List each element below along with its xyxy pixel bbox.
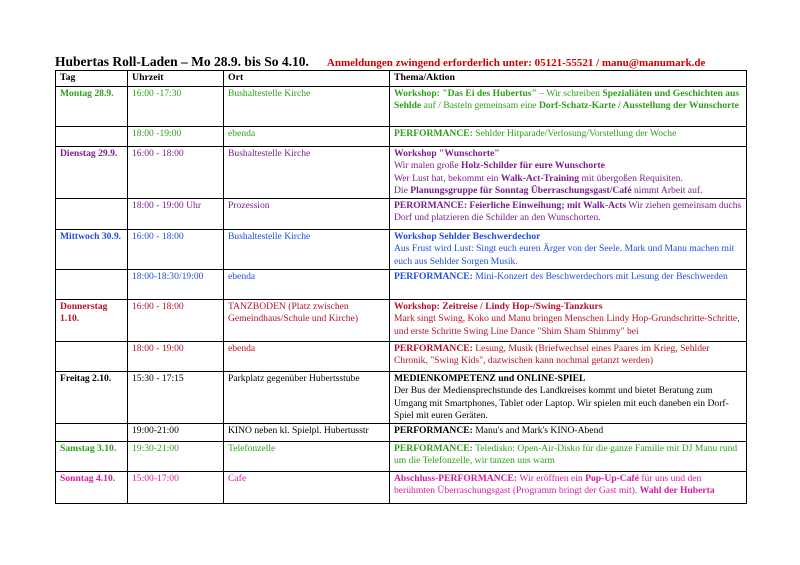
topic-text: für uns und den berühmten Überraschungsgast (Programm bringt der Gast mit). (394, 473, 702, 497)
day-cell (56, 199, 128, 230)
topic-text: mit übergoßen Requisiten. (579, 172, 683, 184)
topic-title: Abschluss-PERFORMANCE: (394, 473, 518, 485)
topic-text: Mark singt Swing, Koko und Manu bringen Menschen Lindy Hop-Grundschritte-Schritte, und erste Schritte Swing Line Dance "Shim Sham Shimmy" bei (394, 313, 740, 337)
place-cell: Bushaltestelle Kirche (224, 147, 390, 199)
topic-title: Workshop "Wunschorte" (394, 148, 500, 159)
topic-text: Manu's and Mark's KINO-Abend (472, 425, 604, 437)
topic-title: PERFORMANCE: (394, 425, 473, 437)
topic-text: Wir eröffnen ein (517, 473, 586, 485)
place-cell: ebenda (224, 342, 390, 372)
column-header-ort: Ort (224, 71, 390, 87)
day-cell (56, 342, 128, 372)
topic-text: Teledisko: Open-Air-Disko für die ganze Familie mit DJ Manu rund um die Telefonzelle, wir tanzen uns warm (394, 443, 738, 467)
place-cell: Parkplatz gegenüber Hubertsstube (224, 372, 390, 424)
column-header-uhrzeit: Uhrzeit (128, 71, 224, 87)
topic-cell (390, 87, 747, 127)
topic-text: nimmt Arbeit auf. (631, 184, 703, 196)
topic-highlight: Planungsgruppe für Sonntag Überraschungsgast/Café (410, 184, 632, 196)
time-cell: 15:00-17:00 (128, 472, 224, 504)
topic-title: PERFORMANCE: (394, 128, 473, 139)
table-row (56, 442, 747, 472)
topic-cell (390, 230, 747, 270)
table-row (56, 342, 747, 372)
place-cell: Prozession (224, 199, 390, 230)
time-cell: 18:00 -19:00 (128, 127, 224, 147)
time-cell: 16:00 - 18:00 (128, 300, 224, 342)
topic-cell (390, 442, 747, 472)
topic-cell (390, 424, 747, 442)
topic-cell (390, 300, 747, 342)
table-row (56, 127, 747, 147)
topic-text: Wir malen große (394, 160, 462, 172)
topic-text: Wer Lust hat, bekommt ein (394, 172, 501, 184)
day-cell: Dienstag 29.9. (56, 147, 128, 199)
day-cell: Samstag 3.10. (56, 442, 128, 472)
topic-title: PERORMANCE: Feierliche Einweihung; mit Walk-Acts (394, 200, 627, 212)
topic-highlight: Dorf-Schatz-Karte / Ausstellung der Wunschorte (538, 100, 739, 112)
place-cell: ebenda (224, 270, 390, 300)
table-row (56, 147, 747, 199)
time-cell: 16:00 -17:30 (128, 87, 224, 127)
topic-cell (390, 472, 747, 504)
topic-title: Workshop: Zeitreise / Lindy Hop-/Swing-Tanzkurs (394, 301, 603, 313)
topic-cell (390, 127, 747, 147)
topic-cell (390, 147, 747, 199)
day-cell (56, 270, 128, 300)
time-cell: 18:00-18:30/19:00 (128, 270, 224, 300)
topic-text: Lesung, Musik (Briefwechsel eines Paares im Krieg, Sehlder Chronik, "Swing Kids", dazwischen kann nochmal getanzt werden) (394, 343, 710, 367)
topic-cell (390, 342, 747, 372)
day-cell: Freitag 2.10. (56, 372, 128, 424)
topic-title: PERFORMANCE: (394, 343, 473, 355)
time-cell: 16:00 - 18:00 (128, 230, 224, 270)
day-cell (56, 127, 128, 147)
topic-text: auf / Basteln gemeinsam eine (421, 100, 539, 112)
time-cell: 19:30-21:00 (128, 442, 224, 472)
topic-text: Der Bus der Mediensprechstunde des Landkreises kommt und bietet Beratung zum Umgang mit Smartphones, Tablet oder Laptop. Wir spielen mit euch daneben ein Dorf-Spiel mit euren Geräten. (394, 385, 729, 421)
topic-cell (390, 372, 747, 424)
time-cell: 18:00 - 19:00 Uhr (128, 199, 224, 230)
topic-title: PERFORMANCE: (394, 271, 473, 283)
topic-highlight: Holz-Schilder für eure Wunschorte (461, 160, 605, 172)
topic-title: MEDIENKOMPETENZ und ONLINE-SPIEL (394, 373, 586, 385)
day-cell: Montag 28.9. (56, 87, 128, 127)
table-row (56, 424, 747, 442)
page-title: Hubertas Roll-Laden – Mo 28.9. bis So 4.10. (55, 54, 309, 69)
time-cell: 19:00-21:00 (128, 424, 224, 442)
table-header-row (56, 71, 747, 87)
document-header (55, 53, 755, 69)
time-cell: 15:30 - 17:15 (128, 372, 224, 424)
registration-notice: Anmeldungen zwingend erforderlich unter: 05121-55521 / manu@manumark.de (326, 57, 706, 69)
topic-cell (390, 270, 747, 300)
time-cell: 18:00 - 19:00 (128, 342, 224, 372)
topic-title: Workshop Sehlder Beschwerdechor (394, 231, 541, 243)
topic-text: Die (394, 184, 411, 196)
topic-highlight: Spezialiäten und Geschichten aus Sehlde (394, 88, 740, 112)
table-row (56, 372, 747, 424)
day-cell: Sonntag 4.10. (56, 472, 128, 504)
table-row (56, 87, 747, 127)
table-row (56, 472, 747, 504)
day-cell: Donnerstag 1.10. (56, 300, 128, 342)
schedule-table (55, 70, 747, 504)
topic-highlight: Wahl der Huberta (639, 485, 715, 497)
topic-text: – Wir schreiben (536, 88, 603, 99)
topic-text: Mini-Konzert des Beschwerdechors mit Lesung der Beschwerden (472, 271, 728, 283)
topic-title: PERFORMANCE: (394, 443, 473, 455)
table-row (56, 300, 747, 342)
topic-text: Sehlder Hitparade/Verlosung/Vorstellung der Woche (472, 128, 677, 139)
place-cell: Bushaltestelle Kirche (224, 87, 390, 127)
topic-title: Workshop: "Das Ei des Hubertus" (394, 88, 537, 99)
column-header-thema: Thema/Aktion (390, 71, 747, 87)
place-cell: Bushaltestelle Kirche (224, 230, 390, 270)
day-cell (56, 424, 128, 442)
place-cell: ebenda (224, 127, 390, 147)
column-header-tag: Tag (56, 71, 128, 87)
topic-cell (390, 199, 747, 230)
table-row (56, 199, 747, 230)
time-cell: 16:00 - 18:00 (128, 147, 224, 199)
place-cell: KINO neben kl. Spielpl. Hubertusstr (224, 424, 390, 442)
topic-text: Aus Frust wird Lust: Singt euch euren Ärger von der Seele. Mark und Manu machen mit euch aus Sehlder Sorgen Musik. (394, 243, 735, 267)
table-row (56, 230, 747, 270)
place-cell: Telefonzelle (224, 442, 390, 472)
table-row (56, 270, 747, 300)
topic-text: Wir ziehen gemeinsam duchs Dorf und platzieren die Schilder an den Wunschorten. (394, 200, 742, 224)
place-cell: Cafe (224, 472, 390, 504)
place-cell: TANZBODEN (Platz zwischen Gemeindhaus/Schule und Kirche) (224, 300, 390, 342)
topic-highlight: Walk-Act-Training (500, 172, 580, 184)
day-cell: Mittwoch 30.9. (56, 230, 128, 270)
topic-highlight: Pop-Up-Café (585, 473, 639, 485)
